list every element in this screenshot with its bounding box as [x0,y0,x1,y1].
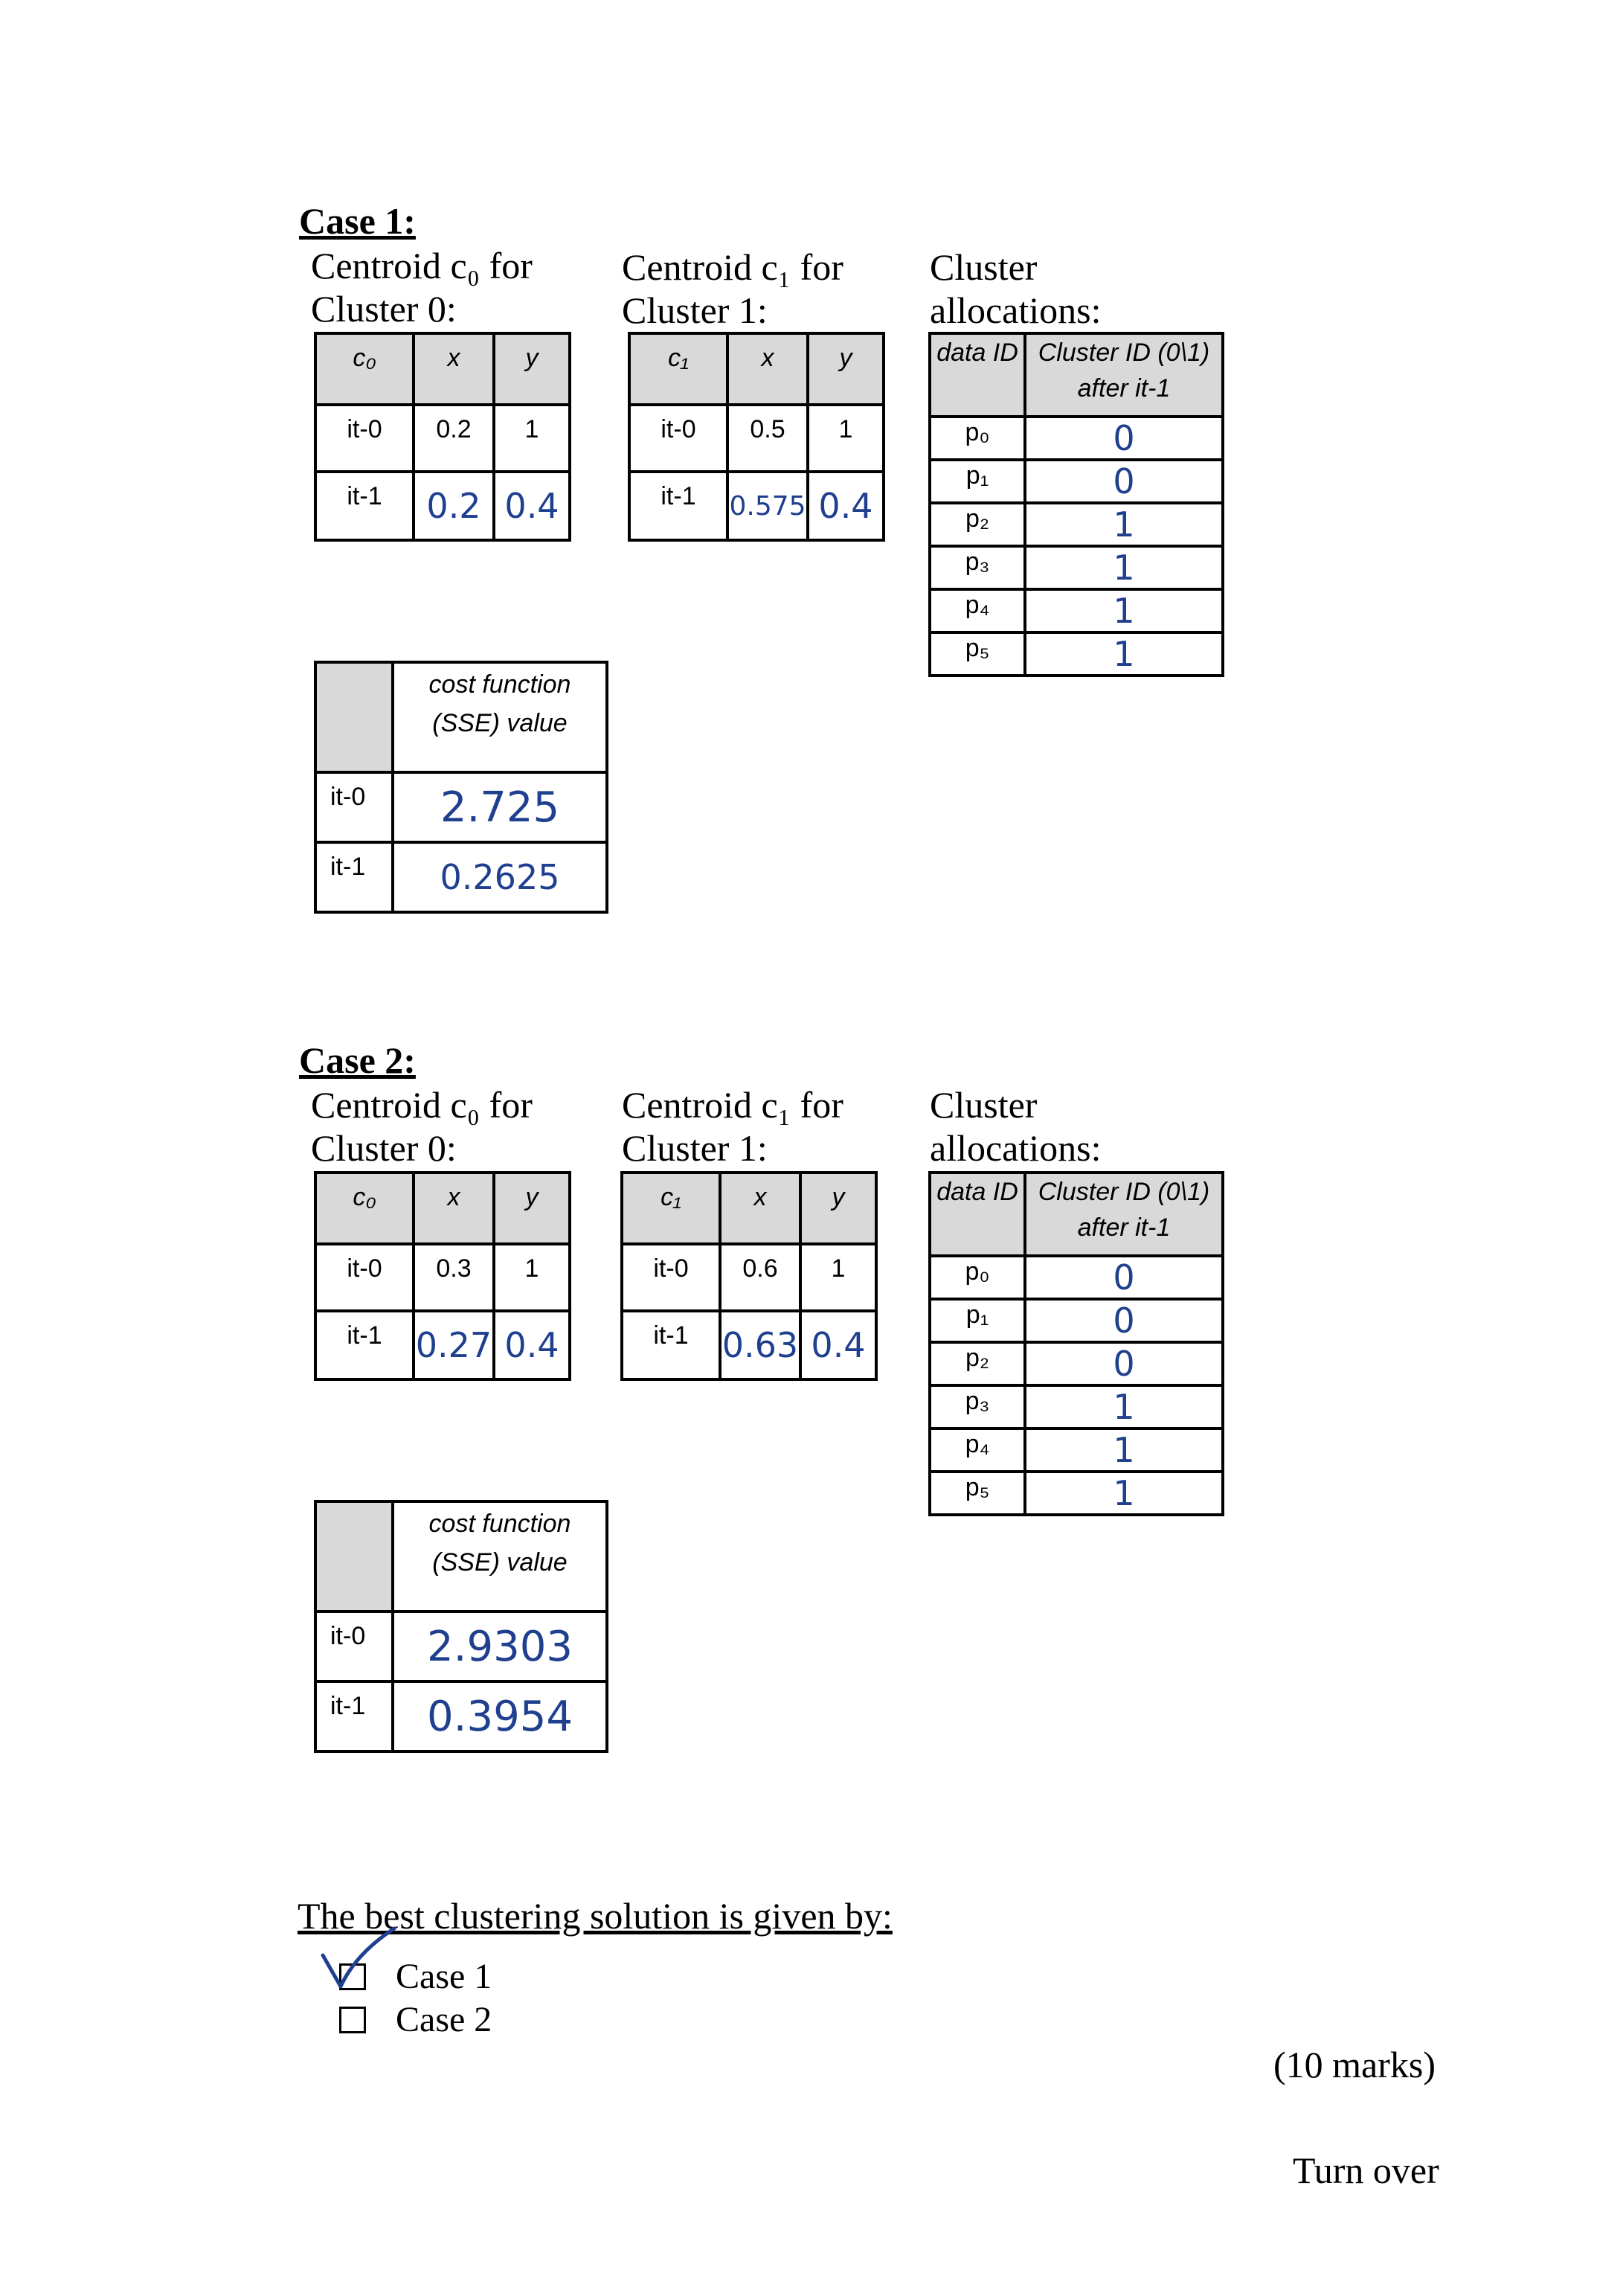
cell-value: 1 [831,1254,846,1283]
handwritten-value: 1 [1113,1430,1135,1470]
handwritten-value: 0.4 [504,486,559,526]
marks-label: (10 marks) [1273,2044,1436,2085]
row-label: it-1 [330,1692,366,1720]
case-1-alloc-caption [930,246,1102,332]
handwritten-value: 0.4 [818,486,873,526]
row-label: it-1 [330,853,366,881]
table-row [622,1244,876,1311]
table-row [315,842,607,912]
header-label: cost function (SSE) value [428,1510,571,1577]
handwritten-value: 0.2625 [440,857,560,897]
option-label: Case 2 [396,2000,492,2039]
header-label: c₀ [353,344,376,372]
caption-line: Cluster 0: [311,288,457,330]
table-row [930,1385,1223,1428]
table-row [930,1342,1223,1385]
table-row [930,1428,1223,1472]
header-label: Cluster ID (0\1) after it-1 [1038,339,1210,403]
table-row [930,503,1223,546]
row-label: it-1 [347,1321,382,1350]
case-2-c1-caption [622,1083,843,1170]
case-2-c0-table [314,1171,571,1381]
checkbox-case-2[interactable] [339,2007,366,2033]
data-id: p₁ [930,460,1025,503]
table-row [315,472,570,540]
data-id: p₄ [930,1428,1025,1472]
header-label: c₁ [668,344,689,372]
data-id: p₂ [930,1342,1025,1385]
cell-value: 0.2 [436,415,472,443]
case-2-c0-caption [311,1083,533,1170]
option-label: Case 1 [396,1957,492,1996]
handwritten-value: 0.4 [811,1325,866,1365]
option-case-2[interactable] [339,1998,492,2042]
row-label: it-1 [661,482,696,510]
data-id: p₀ [930,1256,1025,1299]
case-1-c0-caption [311,244,533,330]
handwritten-value: 1 [1113,1473,1135,1513]
row-label: it-0 [347,415,382,443]
caption-line: Centroid c₁ for [622,1084,843,1126]
data-id: p₃ [930,1385,1025,1428]
handwritten-value: 2.725 [440,783,560,832]
caption-line: allocations: [930,289,1102,331]
handwritten-value: 0 [1113,461,1135,501]
handwritten-value: 0.63 [721,1325,799,1365]
header-label: data ID [936,339,1018,367]
table-row [622,1311,876,1379]
handwritten-value: 1 [1113,548,1135,588]
caption-line: Cluster 1: [622,289,768,331]
table-row [315,1681,607,1751]
case-1-cost-table [314,661,608,914]
row-label: it-1 [347,482,382,510]
row-label: it-0 [347,1254,382,1283]
header-cell [315,333,414,405]
caption-line: allocations: [930,1127,1102,1169]
handwritten-value: 0.575 [729,490,806,522]
data-id: p₂ [930,503,1025,546]
header-label: cost function (SSE) value [428,670,571,737]
handwritten-value: 0.3954 [427,1692,573,1741]
header-label: y [839,344,852,372]
case-1-c0-table [314,332,571,542]
turn-over-label: Turn over [1293,2149,1439,2191]
table-row [930,417,1223,460]
case-2-alloc-caption [930,1083,1102,1170]
data-id: p₅ [930,1472,1025,1515]
header-cell [494,333,570,405]
row-label: it-0 [330,783,366,811]
case-2-alloc-table [928,1171,1224,1516]
case-1-c1-table [628,332,885,542]
caption-line: Centroid c₀ for [311,245,533,286]
handwritten-value: 0.2 [426,486,481,526]
cell-value: 1 [524,415,539,443]
header-label: c₀ [353,1183,376,1211]
table-row [930,1256,1223,1299]
table-row [930,1472,1223,1515]
cell-value: 0.3 [436,1254,472,1283]
header-label: data ID [936,1178,1018,1206]
handwritten-value: 1 [1113,1387,1135,1427]
best-solution-question: The best clustering solution is given by: [298,1895,893,1937]
handwritten-value: 1 [1113,591,1135,631]
header-label: x [761,344,774,372]
case-1-alloc-table [928,332,1224,677]
table-row [930,1299,1223,1342]
table-row [930,460,1223,503]
caption-line: Centroid c₁ for [622,246,843,288]
cell-value: 0.6 [742,1254,778,1283]
handwritten-value: 2.9303 [427,1622,573,1671]
table-row [629,472,884,540]
cell-value: 0.5 [750,415,785,443]
table-row [930,632,1223,676]
caption-line: Centroid c₀ for [311,1084,533,1126]
header-label: y [525,1183,539,1211]
header-label: c₁ [661,1183,681,1211]
caption-line: Cluster 0: [311,1127,457,1169]
header-label: y [832,1183,845,1211]
header-label: Cluster ID (0\1) after it-1 [1038,1178,1210,1242]
table-row [930,546,1223,589]
handwritten-value: 0 [1113,1257,1135,1298]
case-2-c1-table [620,1171,878,1381]
header-label: y [525,344,539,372]
data-id: p₀ [930,417,1025,460]
row-label: it-0 [330,1622,366,1650]
row-label: it-0 [653,1254,689,1283]
header-label: x [447,1183,460,1211]
data-id: p₄ [930,589,1025,632]
table-row [315,1311,570,1379]
table-row [315,405,570,472]
data-id: p₃ [930,546,1025,589]
cell-value: 1 [838,415,853,443]
header-label: x [447,344,460,372]
handwritten-value: 0 [1113,1344,1135,1384]
cell-value: 1 [524,1254,539,1283]
row-label: it-0 [661,415,696,443]
case-1-c1-caption [622,246,843,332]
case-1-title: Case 1: [299,200,416,242]
header-cell [414,333,494,405]
table-row [930,589,1223,632]
table-row [315,772,607,842]
case-2-title: Case 2: [299,1039,416,1081]
caption-line: Cluster 1: [622,1127,768,1169]
handwritten-value: 1 [1113,504,1135,545]
header-label: x [753,1183,767,1211]
caption-line: Cluster [930,246,1038,288]
checkmark-icon [317,1924,399,1998]
table-row [629,405,884,472]
table-row [315,1612,607,1681]
data-id: p₅ [930,632,1025,676]
handwritten-value: 0 [1113,1301,1135,1341]
caption-line: Cluster [930,1084,1038,1126]
handwritten-value: 0.27 [415,1325,492,1365]
table-row [315,1244,570,1311]
handwritten-value: 1 [1113,634,1135,674]
data-id: p₁ [930,1299,1025,1342]
row-label: it-1 [653,1321,689,1350]
case-2-cost-table [314,1500,608,1753]
handwritten-value: 0 [1113,418,1135,458]
handwritten-value: 0.4 [504,1325,559,1365]
